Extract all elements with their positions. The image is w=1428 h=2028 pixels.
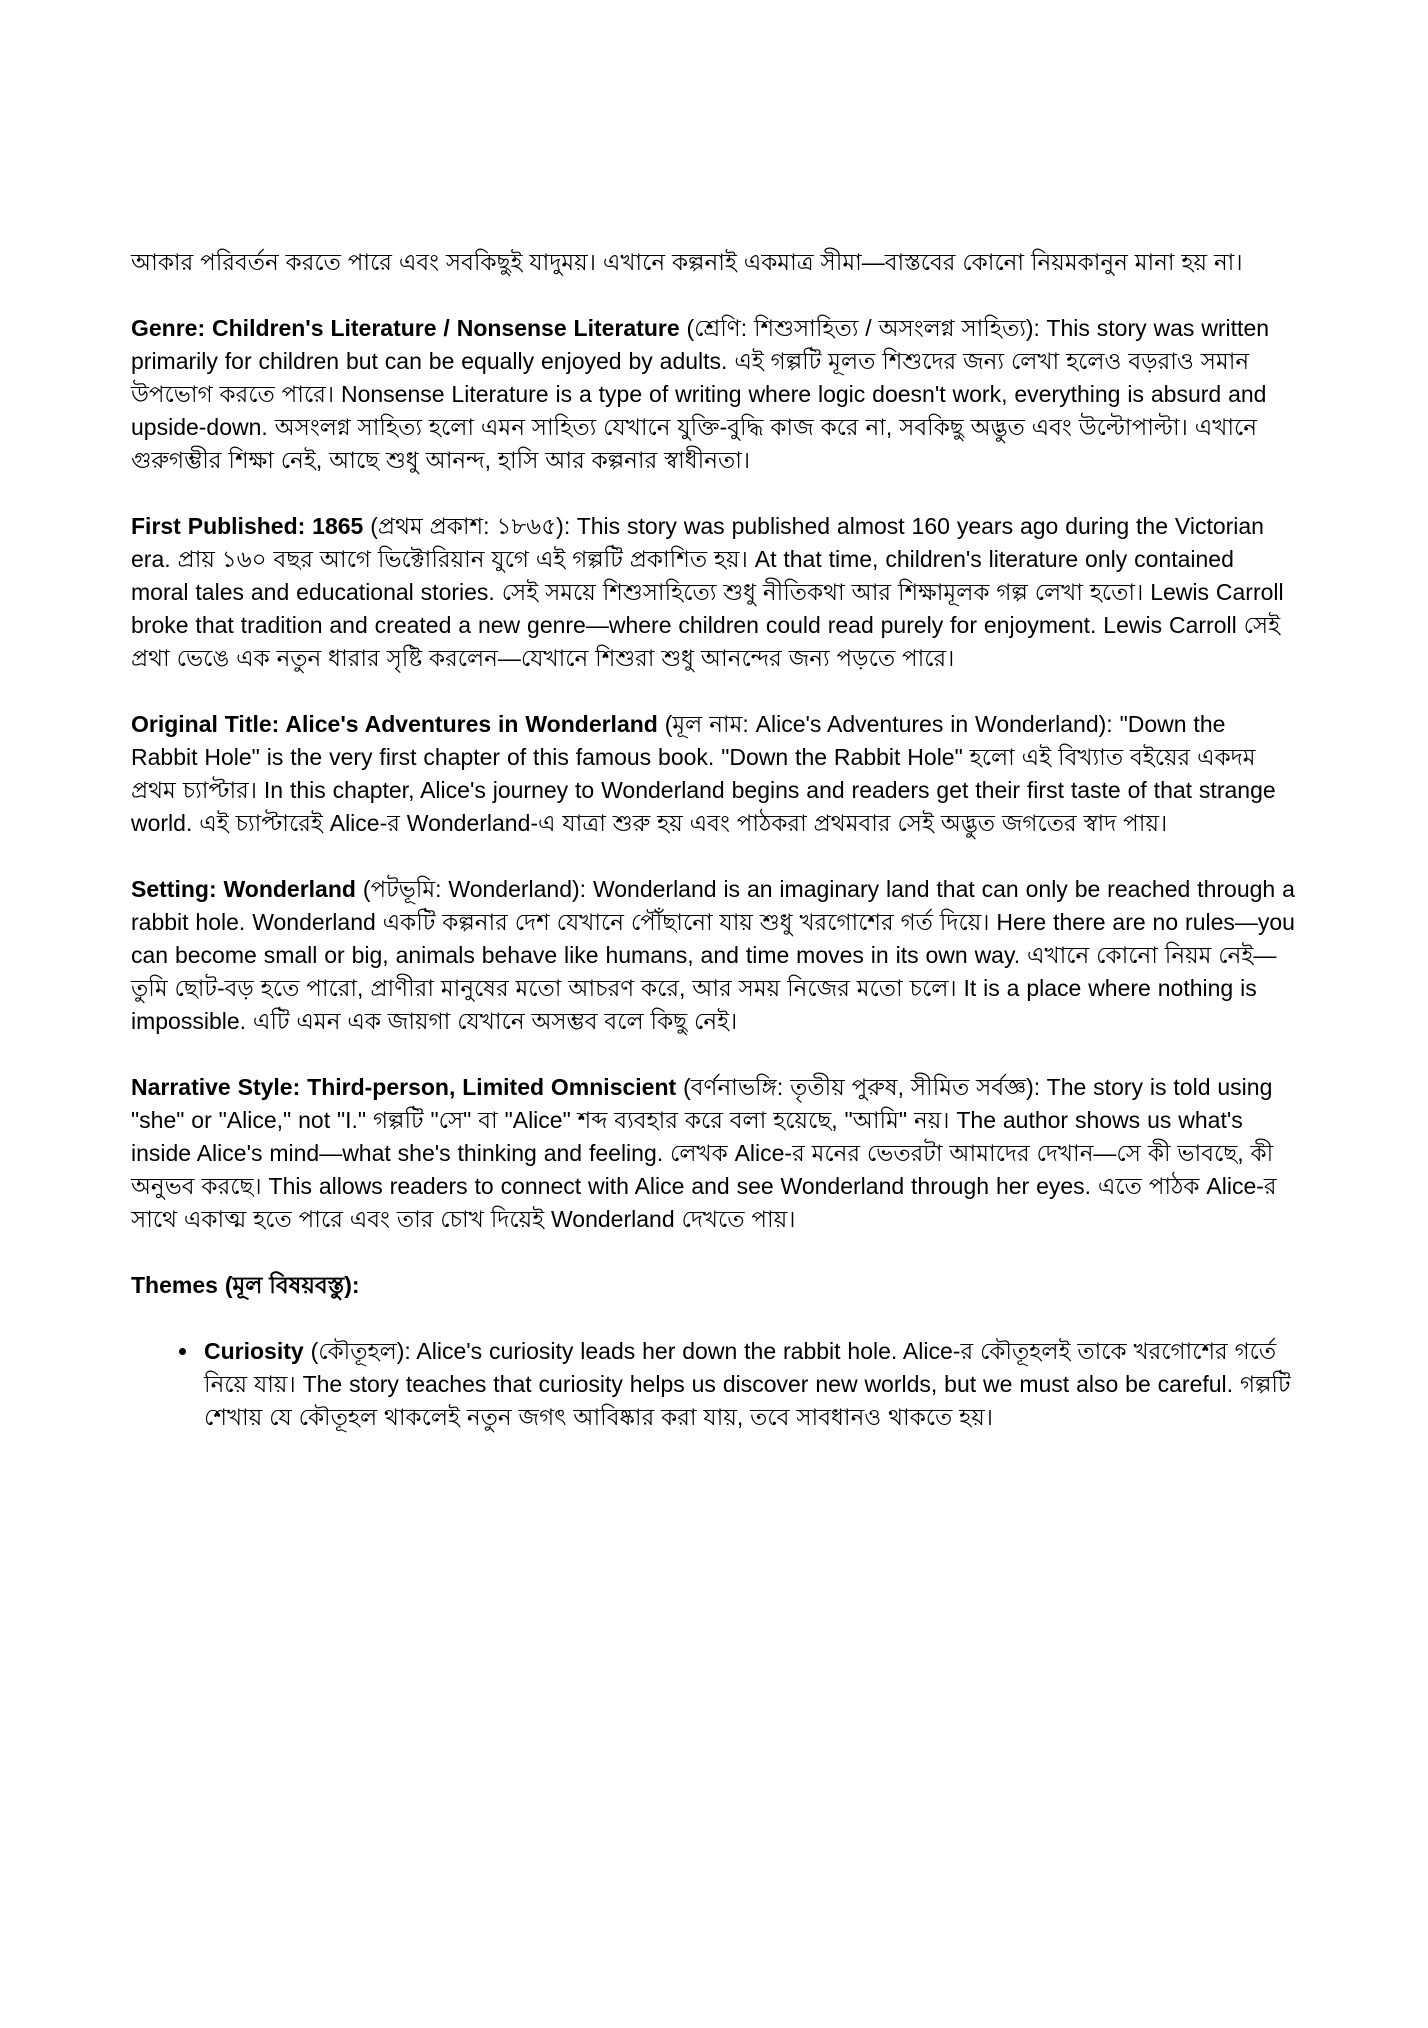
intro-paragraph-text: আকার পরিবর্তন করতে পারে এবং সবকিছুই যাদুময়। এখানে কল্পনাই একমাত্র সীমা—বাস্তবের কোনো নিয়মকানুন মানা হয় না। (131, 249, 1243, 275)
first-published-paragraph-lead: First Published: 1865 (131, 513, 364, 539)
document-body (131, 246, 1297, 1434)
themes-heading: Themes (মূল বিষয়বস্তু): (131, 1272, 360, 1298)
original-title-paragraph-lead: Original Title: Alice's Adventures in Wonderland (131, 711, 658, 737)
first-published-paragraph-text: (প্রথম প্রকাশ: ১৮৬৫): This story was published almost 160 years ago during the Victorian era. প্রায় ১৬০ বছর আগে ভিক্টোরিয়ান যুগে এই গল্পটি প্রকাশিত হয়। At that time, children's literature only contained moral tales and educational stories. সেই সময়ে শিশুসাহিত্যে শুধু নীতিকথা আর শিক্ষামূলক গল্প লেখা হতো। Lewis Carroll broke that tradition and created a new genre—where children could read purely for enjoyment. Lewis Carroll সেই প্রথা ভেঙে এক নতুন ধারার সৃষ্টি করলেন—যেখানে শিশুরা শুধু আনন্দের জন্য পড়তে পারে। (131, 513, 1284, 671)
theme-item-curiosity (200, 1335, 1297, 1434)
theme-item-curiosity-lead: Curiosity (204, 1338, 304, 1364)
original-title-paragraph-text: (মূল নাম: Alice's Adventures in Wonderland): "Down the Rabbit Hole" is the very first chapter of this famous book. "Down the Rabbit Hole" হলো এই বিখ্যাত বইয়ের একদম প্রথম চ্যাপ্টার। In this chapter, Alice's journey to Wonderland begins and readers get their first taste of that strange world. এই চ্যাপ্টারেই Alice-র Wonderland-এ যাত্রা শুরু হয় এবং পাঠকরা প্রথমবার সেই অদ্ভুত জগতের স্বাদ পায়। (131, 711, 1276, 836)
narrative-style-paragraph-lead: Narrative Style: Third-person, Limited Omniscient (131, 1074, 677, 1100)
themes-list (131, 1335, 1297, 1434)
genre-paragraph-lead: Genre: Children's Literature / Nonsense Literature (131, 315, 680, 341)
setting-paragraph (131, 873, 1297, 1038)
first-published-paragraph (131, 510, 1297, 675)
narrative-style-paragraph-text: (বর্ণনাভঙ্গি: তৃতীয় পুরুষ, সীমিত সর্বজ্ঞ): The story is told using "she" or "Alice," not "I." গল্পটি "সে" বা "Alice" শব্দ ব্যবহার করে বলা হয়েছে, "আমি" নয়। The author shows us what's inside Alice's mind—what she's thinking and feeling. লেখক Alice-র মনের ভেতরটা আমাদের দেখান—সে কী ভাবছে, কী অনুভব করছে। This allows readers to connect with Alice and see Wonderland through her eyes. এতে পাঠক Alice-র সাথে একাত্ম হতে পারে এবং তার চোখ দিয়েই Wonderland দেখতে পায়। (131, 1074, 1277, 1232)
original-title-paragraph (131, 708, 1297, 840)
genre-paragraph (131, 312, 1297, 477)
setting-paragraph-text: (পটভূমি: Wonderland): Wonderland is an imaginary land that can only be reached through a rabbit hole. Wonderland একটি কল্পনার দেশ যেখানে পৌঁছানো যায় শুধু খরগোশের গর্ত দিয়ে। Here there are no rules—you can become small or big, animals behave like humans, and time moves in its own way. এখানে কোনো নিয়ম নেই—তুমি ছোট-বড় হতে পারো, প্রাণীরা মানুষের মতো আচরণ করে, আর সময় নিজের মতো চলে। It is a place where nothing is impossible. এটি এমন এক জায়গা যেখানে অসম্ভব বলে কিছু নেই। (131, 876, 1295, 1034)
genre-paragraph-text: (শ্রেণি: শিশুসাহিত্য / অসংলগ্ন সাহিত্য): This story was written primarily for children but can be equally enjoyed by adults. এই গল্পটি মূলত শিশুদের জন্য লেখা হলেও বড়রাও সমান উপভোগ করতে পারে। Nonsense Literature is a type of writing where logic doesn't work, everything is absurd and upside-down. অসংলগ্ন সাহিত্য হলো এমন সাহিত্য যেখানে যুক্তি-বুদ্ধি কাজ করে না, সবকিছু অদ্ভুত এবং উল্টোপাল্টা। এখানে গুরুগম্ভীর শিক্ষা নেই, আছে শুধু আনন্দ, হাসি আর কল্পনার স্বাধীনতা। (131, 315, 1270, 473)
setting-paragraph-lead: Setting: Wonderland (131, 876, 356, 902)
intro-paragraph (131, 246, 1297, 279)
theme-item-curiosity-text: (কৌতূহল): Alice's curiosity leads her down the rabbit hole. Alice-র কৌতূহলই তাকে খরগোশের গর্তে নিয়ে যায়। The story teaches that curiosity helps us discover new worlds, but we must also be careful. গল্পটি শেখায় যে কৌতূহল থাকলেই নতুন জগৎ আবিষ্কার করা যায়, তবে সাবধানও থাকতে হয়। (204, 1338, 1291, 1430)
narrative-style-paragraph (131, 1071, 1297, 1236)
